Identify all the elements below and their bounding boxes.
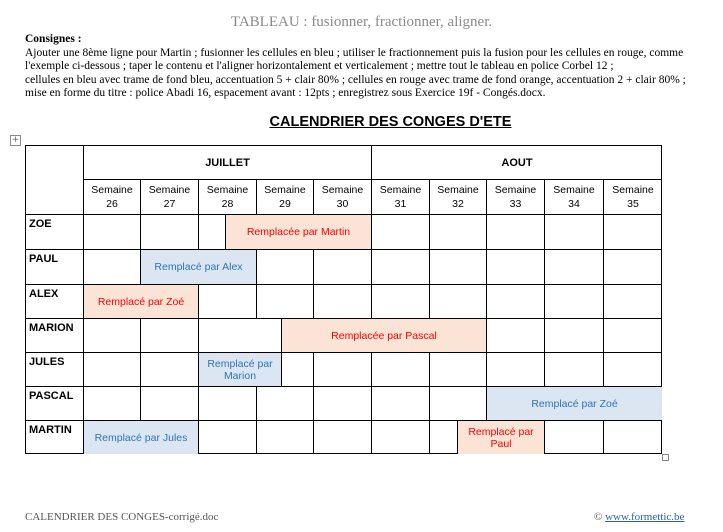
grid-line [603,214,604,249]
grid-line [256,284,257,318]
week-header: Semaine 26 [91,184,133,210]
grid-line [256,249,257,284]
grid-line [429,284,430,318]
grid-line [256,386,257,420]
grid-line [313,352,314,386]
footer-link[interactable]: www.formettic.be [605,511,685,523]
grid-line [603,420,604,454]
grid-line [544,249,545,284]
footer-filename: CALENDRIER DES CONGES-corrigé.doc [25,511,219,523]
grid-line [544,318,545,352]
week-header: Semaine 33 [494,184,537,210]
instructions-line-1: Ajouter une 8ème ligne pour Martin ; fusionner les cellules en bleu ; utiliser le fractionnement puis la fusion pour les cellules en rouge, comme l'exemple ci-dessous ; taper le contenu et l'aligner horizontalement et verticalement ; mettre tout le tableau en police Corbel 12 ; [25,46,684,73]
row-name-paul: PAUL [29,253,59,265]
replacement-cell-marion: Remplacée par Pascal [282,319,486,352]
grid-line [486,352,487,386]
row-name-zoe: ZOE [29,218,52,230]
footer-credit [594,511,684,523]
month-header-juillet: JUILLET [205,156,250,169]
grid-line [26,249,662,250]
week-header: Semaine 30 [321,184,364,210]
grid-line [429,420,430,454]
week-header: Semaine 35 [612,184,654,210]
replacement-cell-martin: Remplacé par Jules [84,421,198,454]
replacement-cell-jules: Remplacé par Marion [199,353,281,386]
replacement-cell-zoe: Remplacée par Martin [226,215,371,249]
calendar-title: CALENDRIER DES CONGES D'ETE [269,114,512,130]
week-header: Semaine 31 [379,184,422,210]
row-name-marion: MARION [29,322,74,334]
grid-line [198,284,199,318]
grid-line [429,214,430,249]
instructions-line-3: mise en forme du titre : police Abadi 16, espacement avant : 12pts ; enregistrez sous Exercice 19f - Congés.docx. [25,87,546,100]
grid-line [429,352,430,386]
grid-line [313,420,314,454]
grid-line [140,214,141,249]
replacement-cell-alex: Remplacé par Zoé [84,285,198,318]
grid-line [313,386,314,420]
table-resize-handle[interactable] [662,454,669,461]
calendar-table [25,145,662,454]
table-move-handle-icon[interactable]: + [11,135,20,145]
grid-line [486,318,487,352]
replacement-cell-martin-2: Remplacé par Paul [458,421,544,454]
row-name-pascal: PASCAL [29,390,74,402]
instructions [25,33,715,101]
grid-line [603,249,604,284]
week-header: Semaine 32 [437,184,479,210]
grid-line [198,420,199,454]
grid-line [140,386,141,420]
month-header-aout: AOUT [501,156,533,169]
grid-line [429,386,430,420]
grid-line [603,352,604,386]
row-name-martin: MARTIN [29,424,72,436]
copyright-symbol: © [594,511,603,523]
week-header: Semaine 28 [206,184,249,210]
week-header: Semaine 34 [553,184,595,210]
grid-line [198,214,199,249]
instructions-line-2: cellules en bleu avec trame de fond bleu, accentuation 5 + clair 80% ; cellules en rouge avec trame de fond orange, accentuation 2 + clair 80% ; [25,73,686,86]
week-header: Semaine 27 [148,184,191,210]
grid-line [198,386,199,420]
page-title: TABLEAU : fusionner, fractionner, aligner. [230,14,493,30]
replacement-cell-pascal: Remplacé par Zoé [487,387,662,420]
grid-line [26,352,662,353]
row-name-alex: ALEX [29,288,59,300]
grid-line [486,249,487,284]
grid-line [140,352,141,386]
grid-line [603,284,604,318]
grid-line [603,318,604,352]
grid-line [198,318,199,352]
week-header: Semaine 29 [264,184,306,210]
grid-line [544,352,545,386]
replacement-cell-paul: Remplacé par Alex [141,250,256,284]
grid-line [313,284,314,318]
grid-line [544,284,545,318]
row-name-jules: JULES [29,356,65,368]
grid-line [486,284,487,318]
grid-line [486,214,487,249]
grid-line [429,249,430,284]
grid-line [140,318,141,352]
instructions-heading: Consignes : [25,33,82,45]
grid-line [544,420,545,454]
grid-line [281,352,282,386]
grid-line [544,214,545,249]
grid-line [256,420,257,454]
grid-line [313,249,314,284]
